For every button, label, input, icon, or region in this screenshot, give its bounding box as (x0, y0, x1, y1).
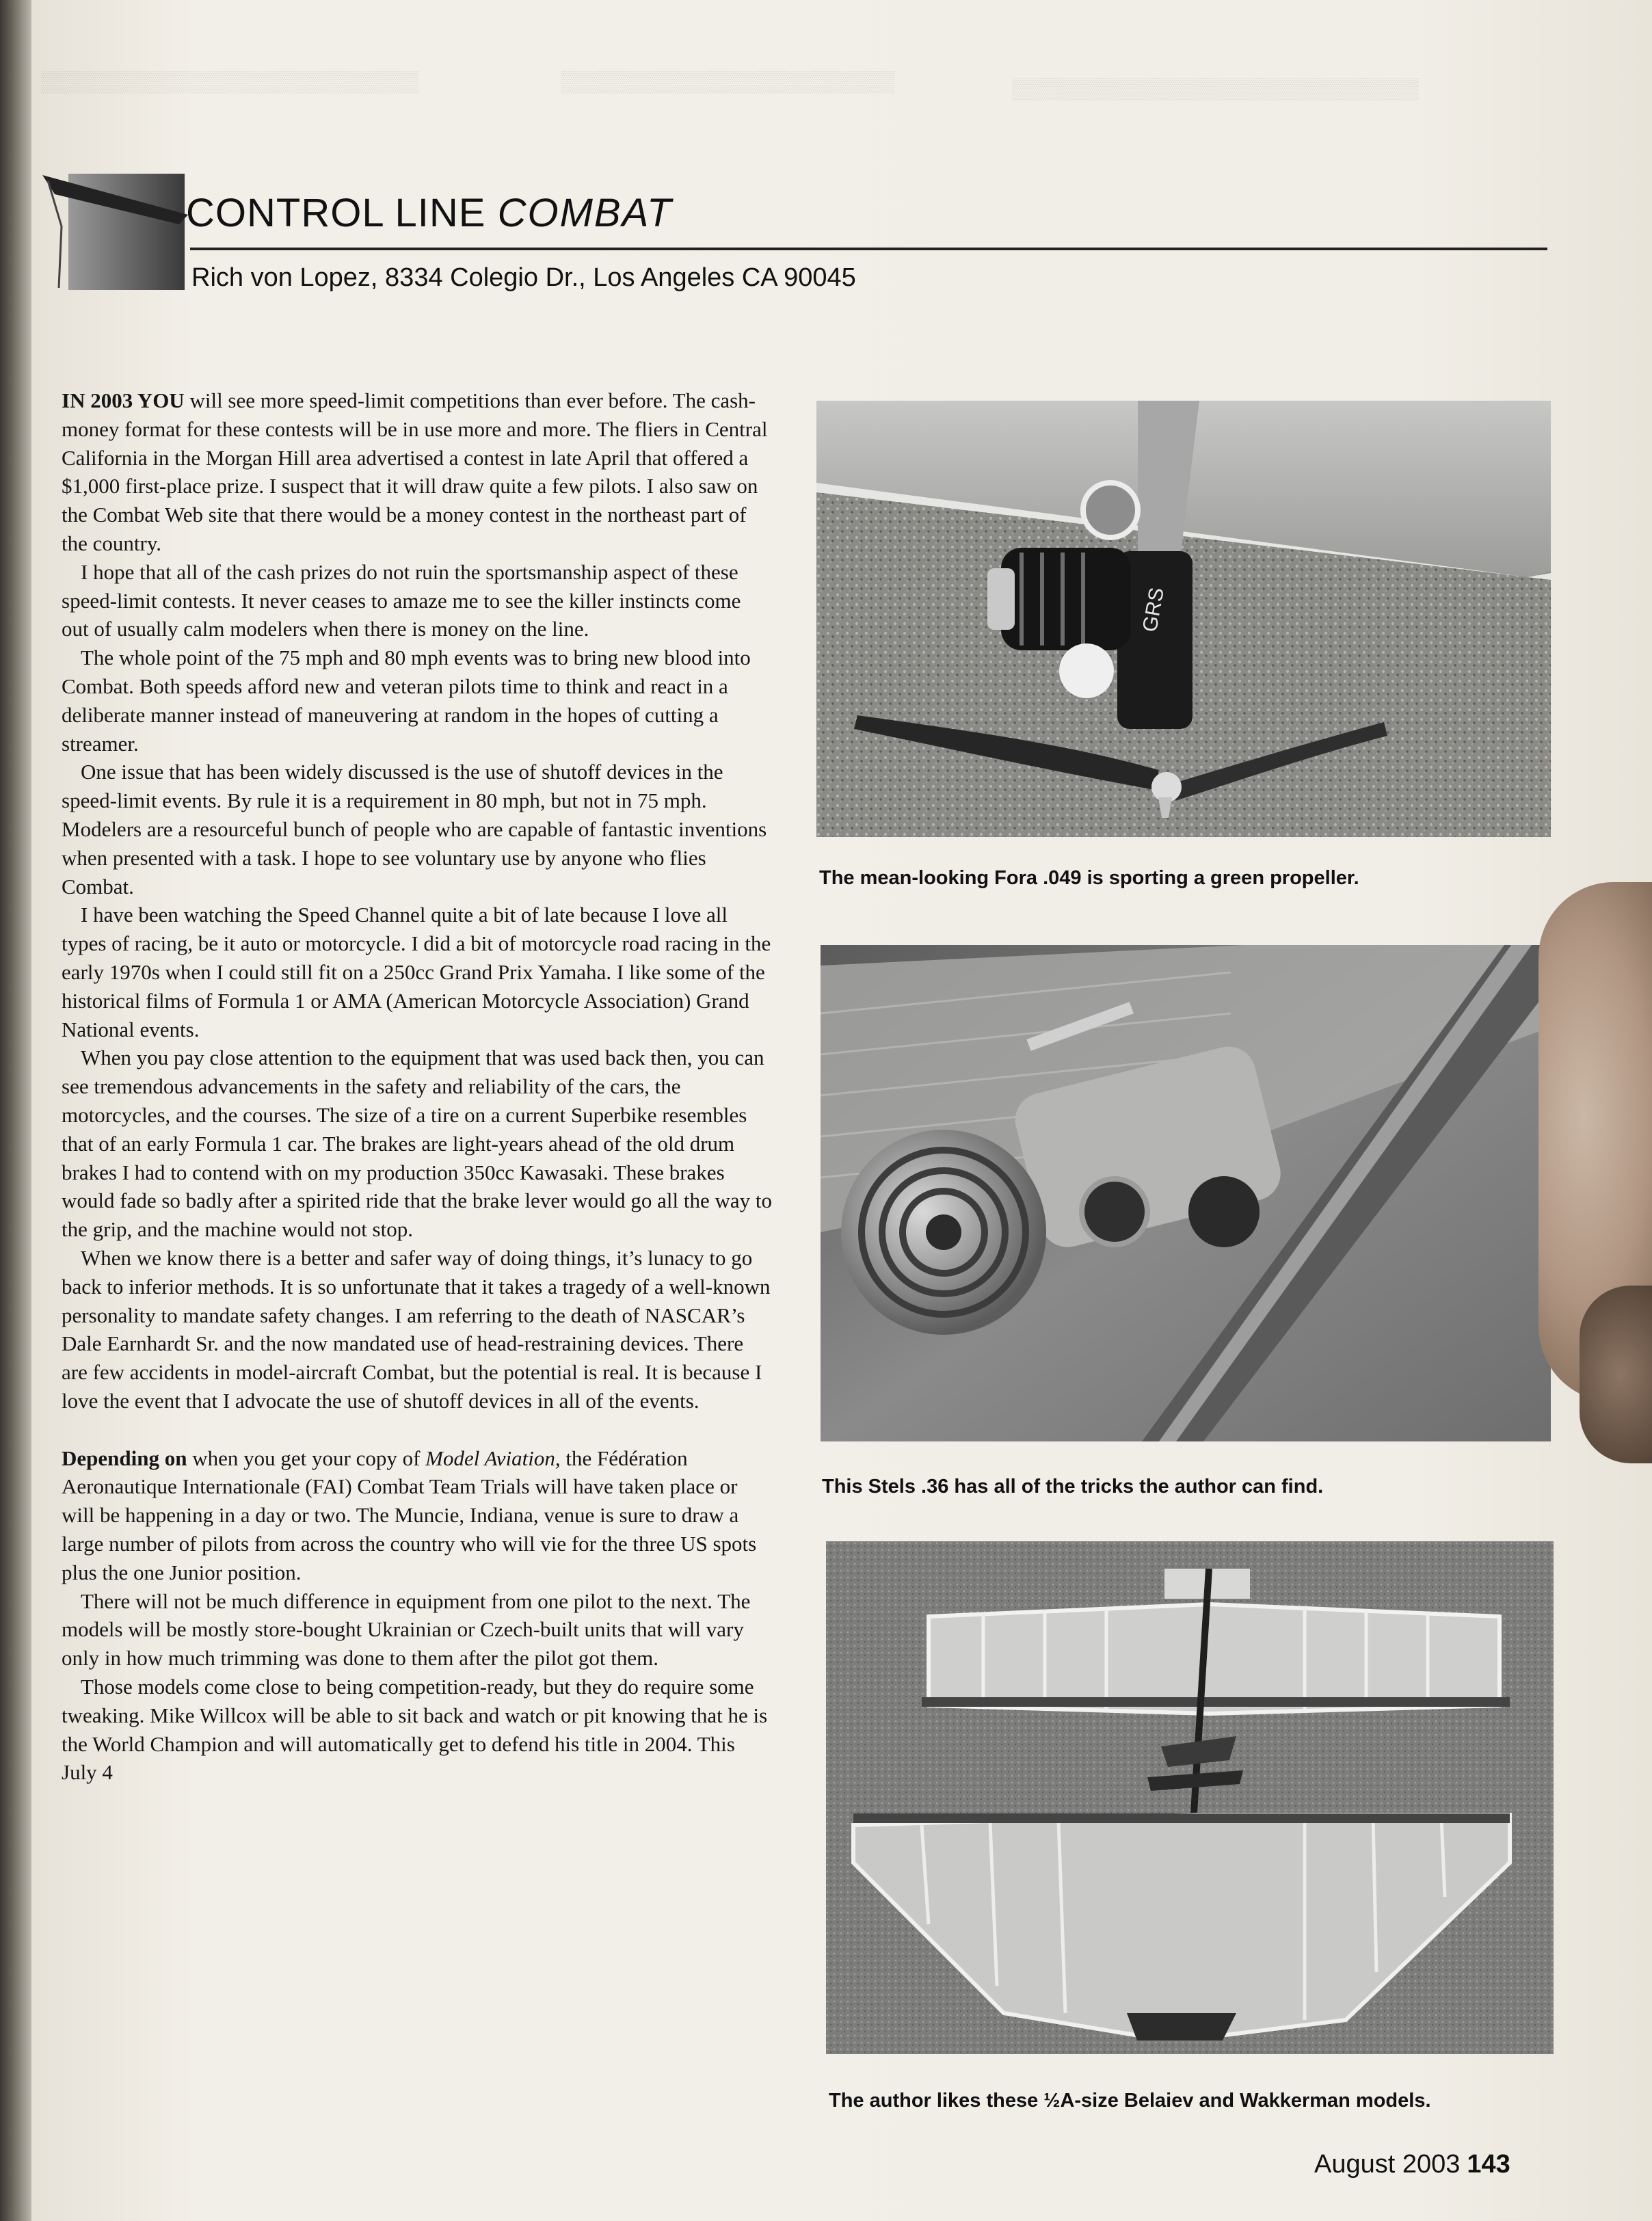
photo-caption: The mean-looking Fora .049 is sporting a green propeller. (819, 867, 1359, 889)
paragraph: Those models come close to being competition-ready, but they do require some tweaking. Mike Willcox will be able to sit back and watch or pit knowing that he is the World Champion and will automatically get to defend his title in 2004. This July 4 (62, 1675, 768, 1785)
models-photo-image (826, 1541, 1554, 2054)
photo-caption: The author likes these ½A-size Belaiev and Wakkerman models. (829, 2090, 1431, 2112)
paragraph: When we know there is a better and safer way of doing things, it’s lunacy to go back to inferior methods. It is so unfortunate that it takes a tragedy of a well-known personality to mandate safety changes. I am referring to the death of NASCAR’s Dale Earnhardt Sr. and the now mandated use of head-restraining devices. There are few accidents in model-aircraft Combat, but the potential is real. It is because I love the event that I advocate the use of shutoff devices in all of the events. (62, 1245, 771, 1413)
paragraph (62, 386, 773, 558)
paragraph-text: when you get your copy of (187, 1446, 426, 1470)
paragraph-text: will see more speed-limit competitions than ever before. The cash-money format for these contests will be in use more and more. The fliers in Central California in the Morgan Hill area advertised a contest in late April that offered a $1,000 first-place prize. I suspect that it will draw quite a few pilots. I also saw on the Combat Web site that there would be a money contest in the northeast part of the country. (62, 388, 768, 555)
paragraph (62, 1444, 773, 1587)
bleed-through-texture: ▒▒▒▒▒▒▒▒▒▒▒▒▒▒▒▒▒▒▒▒▒▒▒ (561, 70, 895, 93)
page-folio (1314, 2150, 1510, 2179)
paragraph: When you pay close attention to the equipment that was used back then, you can see tremendous advancements in the safety and reliability of the cars, the motorcycles, and the courses. The size of a tire on a current Superbike resembles that of an early Formula 1 car. The brakes are light-years ahead of the old drum brakes I had to contend with on my production 350cc Kawasaki. These brakes would fade so badly after a spirited ride that the brake lever would go all the way to the grip, and the machine would not stop. (62, 1046, 773, 1242)
photo-stels-engine (821, 945, 1551, 1441)
engine-label: GRS (1138, 585, 1169, 634)
issue-date: August 2003 (1314, 2150, 1461, 2179)
photo-fora-engine (816, 401, 1551, 837)
magazine-title: Model Aviation, (425, 1446, 561, 1470)
paragraph: One issue that has been widely discussed is the use of shutoff devices in the speed-limit events. By rule it is a requirement in 80 mph, but not in 75 mph. Modelers are a resourceful bunch of people who are capable of fantastic inventions when presented with a task. I hope to see voluntary use by anyone who flies Combat. (62, 760, 767, 899)
paragraph: I have been watching the Speed Channel quite a bit of late because I love all types of racing, be it auto or motorcycle. I did a bit of motorcycle road racing in the early 1970s when I could still fit on a 250cc Grand Prix Yamaha. I like some of the historical films of Formula 1 or AMA (American Motorcycle Association) Grand National events. (62, 903, 771, 1041)
engine-photo-image (816, 401, 1551, 837)
lead-in: Depending on (62, 1446, 187, 1470)
author-byline: Rich von Lopez, 8334 Colegio Dr., Los Angeles CA 90045 (191, 263, 856, 292)
photo-combat-models (826, 1541, 1554, 2054)
engine-photo-image (821, 945, 1551, 1441)
section-title (186, 190, 672, 236)
photo-caption: This Stels .36 has all of the tricks the author can find. (822, 1476, 1324, 1498)
paragraph: The whole point of the 75 mph and 80 mph events was to bring new blood into Combat. Both speeds afford new and veteran pilots time to think and react in a deliberate manner instead of maneuvering at random in the hopes of cutting a streamer. (62, 646, 751, 756)
paragraph: I hope that all of the cash prizes do not ruin the sportsmanship aspect of these speed-limit contests. It never ceases to amaze me to see the killer instincts come out of usually calm modelers when there is money on the line. (62, 559, 741, 641)
binding-shadow (0, 0, 31, 2221)
combat-plane-logo-icon (41, 161, 191, 291)
paragraph: There will not be much difference in equipment from one pilot to the next. The models will be mostly store-bought Ukrainian or Czech-built units that will vary only in how much trimming was done to them after the pilot got them. (62, 1588, 751, 1671)
bleed-through-texture: ▒▒▒▒▒▒▒▒▒▒▒▒▒▒▒▒▒▒▒▒▒▒▒▒▒▒ (41, 70, 419, 93)
header-rule (190, 248, 1547, 250)
finger-shadow (1580, 1286, 1652, 1463)
lead-in: IN 2003 YOU (62, 388, 185, 412)
article-body (62, 386, 773, 1787)
bleed-through-texture: ▒▒▒▒▒▒▒▒▒▒▒▒▒▒▒▒▒▒▒▒▒▒▒▒▒▒▒▒ (1012, 77, 1420, 100)
paragraph-text: the Fédération Aeronautique Internationale (FAI) Combat Team Trials will have taken place or will be happening in a day or two. The Muncie, Indiana, venue is sure to draw a large number of pilots from across the country who will vie for the three US spots plus the one Junior position. (62, 1446, 757, 1584)
page-number: 143 (1467, 2150, 1510, 2179)
section-title-regular: CONTROL LINE (186, 191, 498, 235)
section-title-italic: COMBAT (497, 191, 673, 235)
